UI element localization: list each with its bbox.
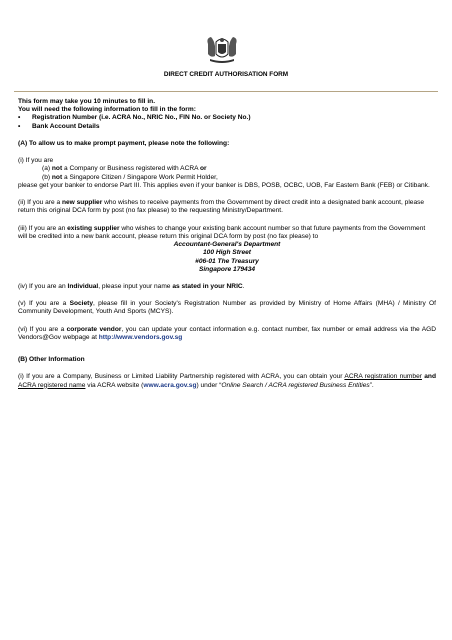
section-a-item-ii: (ii) If you are a new supplier who wishes to receive payments from the Government by direct credit into a designated bank account, please return this original DCA form by post (no fax please) to the requesting Ministry/Department. (18, 199, 425, 215)
intro-line-2: You will need the following information to fill in the form: (18, 106, 196, 114)
section-a-item-v: (v) If you are a Society, please fill in your Society's Registration Number as provided by Ministry of Home Affairs (MHA) / Ministry Of Community Development, Youth And Sports (MCYS). (18, 300, 437, 316)
bullet-icon: • (18, 122, 21, 130)
intro-line-1: This form may take you 10 minutes to fill in. (18, 98, 156, 105)
section-a-item-vi: (vi) If you are a corporate vendor, you can update your contact information e.g. contact number, fax number or email address via the AGD Vendors@Gov webpage at http://www.vendors.gov.sg (18, 325, 436, 341)
address-line: Accountant-General's Department (173, 241, 281, 249)
section-b-item-i: (i) If you are a Company, Business or Limited Liability Partnership registered with ACRA, you can obtain your ACRA registration number and ACRA registered name via ACRA website (www.acra.gov.sg) under “Online Search / ACRA registered Business Entities”. (18, 373, 436, 389)
form-title: DIRECT CREDIT AUTHORISATION FORM (163, 71, 289, 78)
address-line: #06-01 The Treasury (195, 257, 259, 265)
bullet-icon: • (18, 114, 21, 122)
acra-link[interactable]: www.acra.gov.sg (143, 381, 197, 389)
section-a-item-iv: (iv) If you are an Individual, please input your name as stated in your NRIC. (18, 282, 245, 290)
coat-of-arms-icon (202, 32, 242, 66)
document-body (18, 98, 436, 390)
section-a-item-i-lead: (i) If you are (18, 157, 54, 165)
section-a-heading: (A) To allow us to make prompt payment, please note the following: (18, 139, 230, 147)
address-line: Singapore 179434 (198, 265, 256, 273)
bullet-item: • Bank Account Details (18, 122, 100, 130)
vendors-link[interactable]: http://www.vendors.gov.sg (98, 333, 183, 341)
section-b-heading: (B) Other Information (18, 356, 85, 364)
section-a-item-iii: (iii) If you are an existing supplier who wishes to change your existing bank account number so that future payments from the Government will be credited into a new bank account, please return this original DCA form by post (no fax please) to (18, 224, 426, 240)
bullet-item: • Registration Number (i.e. ACRA No., NRIC No., FIN No. or Society No.) (18, 114, 251, 122)
section-a-item-i-a: (a) not a Company or Business registered with ACRA or (42, 165, 207, 173)
section-a-item-i-b: (b) not a Singapore Citizen / Singapore Work Permit Holder, (42, 173, 218, 181)
section-a-item-i-tail: please get your banker to endorse Part III. This applies even if your banker is DBS, POSB, OCBC, UOB, Far Eastern Bank (FEB) or Citibank. (18, 181, 430, 189)
divider (14, 91, 438, 92)
address-line: 100 High Street (202, 249, 251, 257)
